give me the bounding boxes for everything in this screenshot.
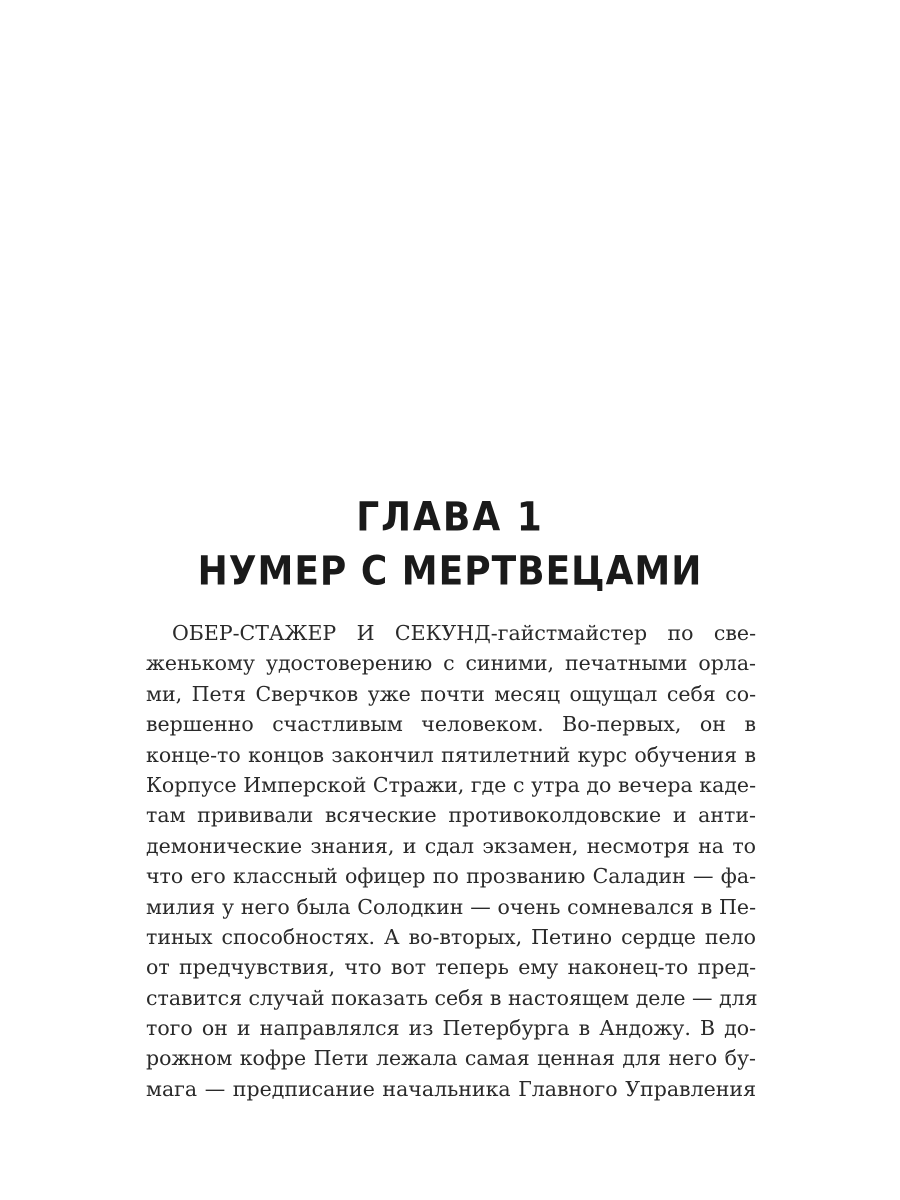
body-paragraph — [146, 618, 756, 1104]
text-line: тиных способностях. А во-вторых, Петино сердце пело — [146, 924, 756, 949]
text-line: демонические знания, и сдал экзамен, несмотря на то — [146, 833, 756, 858]
text-line: того он и направлялся из Петербурга в Андожу. В до- — [146, 1016, 756, 1041]
text-line: ставится случай показать себя в настоящем деле — для — [146, 985, 758, 1010]
text-line: что его классный офицер по прозванию Саладин — фа- — [146, 864, 756, 889]
text-line: вершенно счастливым человеком. Во-первых, он в — [146, 712, 756, 737]
chapter-heading — [0, 492, 900, 597]
text-line: ми, Петя Сверчков уже почти месяц ощущал себя со- — [146, 681, 756, 706]
text-line: рожном кофре Пети лежала самая ценная для него бу- — [146, 1046, 756, 1071]
text-line: там прививали всяческие противоколдовские и анти- — [146, 803, 756, 828]
text-line: Корпусе Имперской Стражи, где с утра до вечера каде- — [146, 772, 756, 797]
text-line: ОБЕР-СТАЖЕР И СЕКУНД-гайстмайстер по све- — [172, 621, 756, 645]
text-line: мага — предписание начальника Главного Управления — [146, 1076, 756, 1101]
text-line: от предчувствия, что вот теперь ему наконец-то пред- — [146, 955, 756, 980]
text-line: женькому удостоверению с синими, печатными орла- — [146, 651, 756, 676]
text-line: конце-то концов закончил пятилетний курс обучения в — [146, 742, 756, 767]
text-line: милия у него была Солодкин — очень сомневался в Пе- — [146, 894, 756, 919]
chapter-number: ГЛАВА 1 — [356, 494, 544, 541]
chapter-title: НУМЕР С МЕРТВЕЦАМИ — [197, 548, 703, 595]
